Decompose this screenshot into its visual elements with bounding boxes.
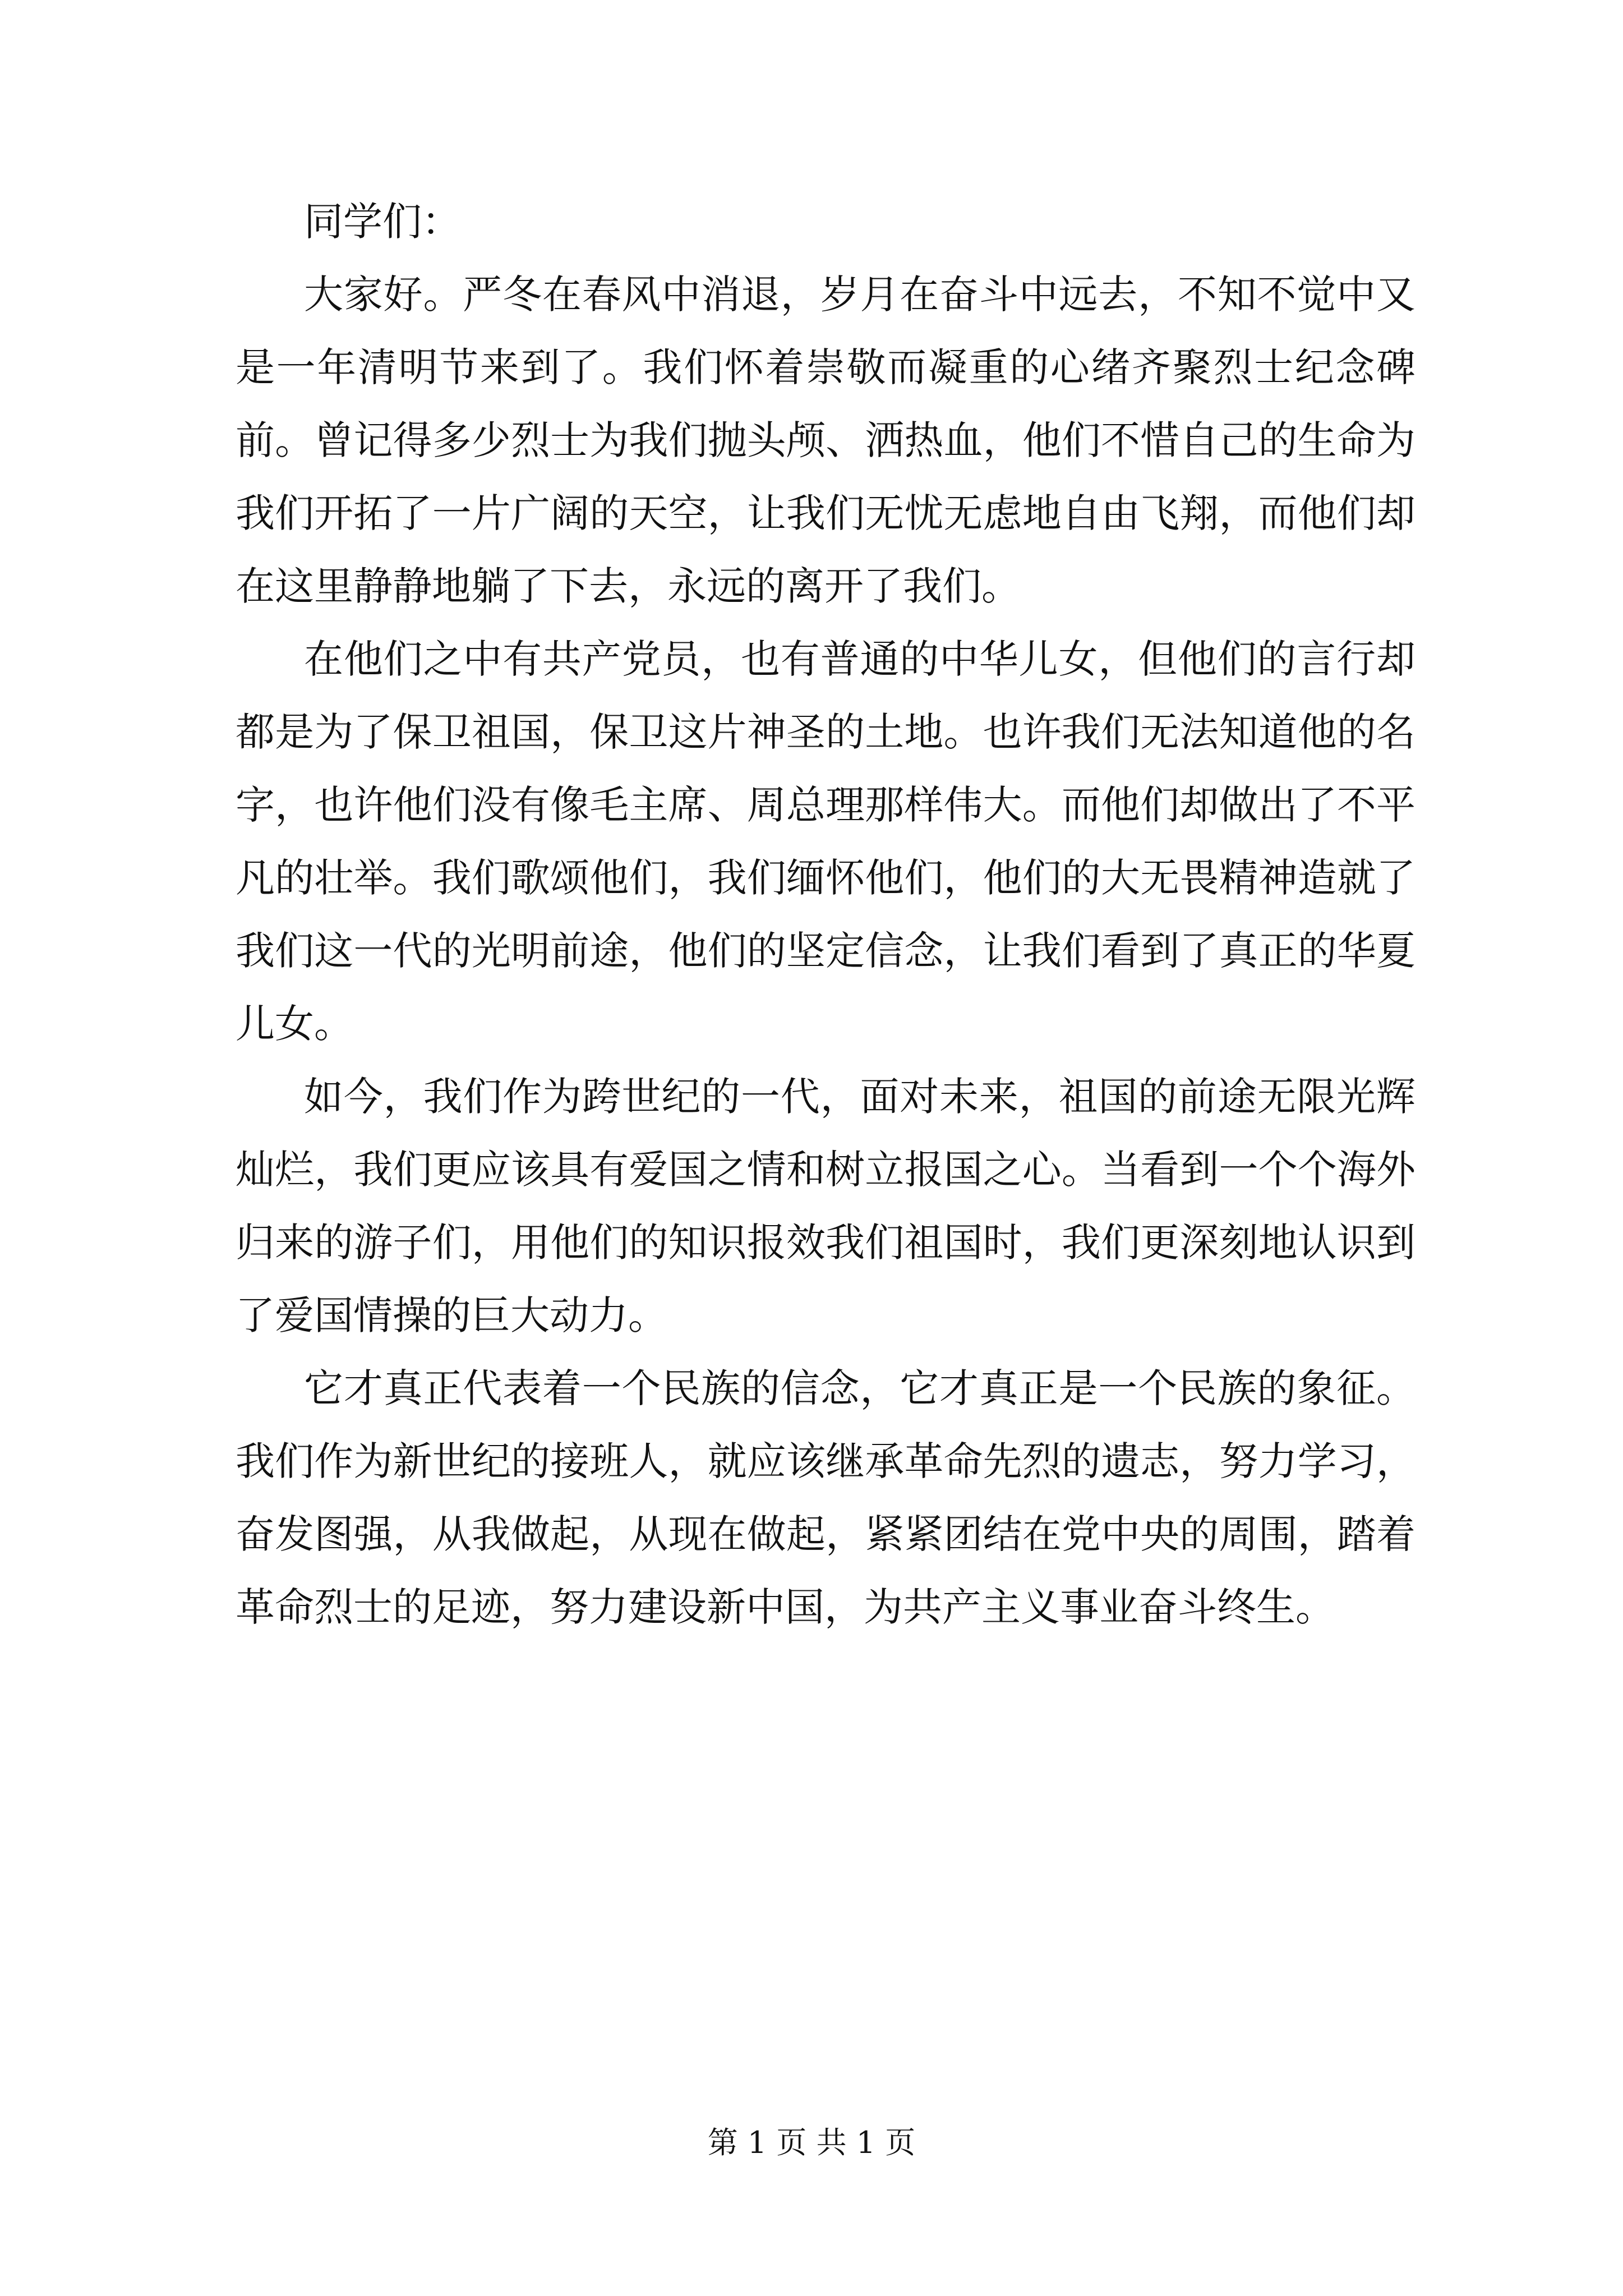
paragraph-2: 在他们之中有共产党员，也有普通的中华儿女，但他们的言行却都是为了保卫祖国，保卫这片神圣的土地。也许我们无法知道他的名字，也许他们没有像毛主席、周总理那样伟大。而他们却做出了不平凡的壮举。我们歌颂他们，我们缅怀他们，他们的大无畏精神造就了我们这一代的光明前途，他们的坚定信念，让我们看到了真正的华夏儿女。 — [236, 636, 1415, 1047]
paragraph-1: 大家好。严冬在春风中消退，岁月在奋斗中远去，不知不觉中又是一年清明节来到了。我们怀着崇敬而凝重的心绪齐聚烈士纪念碑前。曾记得多少烈士为我们抛头颅、洒热血，他们不惜自己的生命为我们开拓了一片广阔的天空，让我们无忧无虑地自由飞翔，而他们却在这里静静地躺了下去，永远的离开了我们。 — [236, 272, 1415, 609]
salutation: 同学们： — [304, 199, 461, 245]
page-footer: 第 1 页 共 1 页 — [707, 2125, 916, 2160]
paragraph-4: 它才真正代表着一个民族的信念，它才真正是一个民族的象征。我们作为新世纪的接班人，就应该继承革命先烈的遗志，努力学习，奋发图强，从我做起，从现在做起，紧紧团结在党中央的周围，踏着革命烈士的足迹，努力建设新中国，为共产主义事业奋斗终生。 — [236, 1365, 1415, 1630]
document-body — [236, 185, 1415, 1644]
paragraph-3: 如今，我们作为跨世纪的一代，面对未来，祖国的前途无限光辉灿烂，我们更应该具有爱国之情和树立报国之心。当看到一个个海外归来的游子们，用他们的知识报效我们祖国时，我们更深刻地认识到了爱国情操的巨大动力。 — [236, 1074, 1415, 1338]
